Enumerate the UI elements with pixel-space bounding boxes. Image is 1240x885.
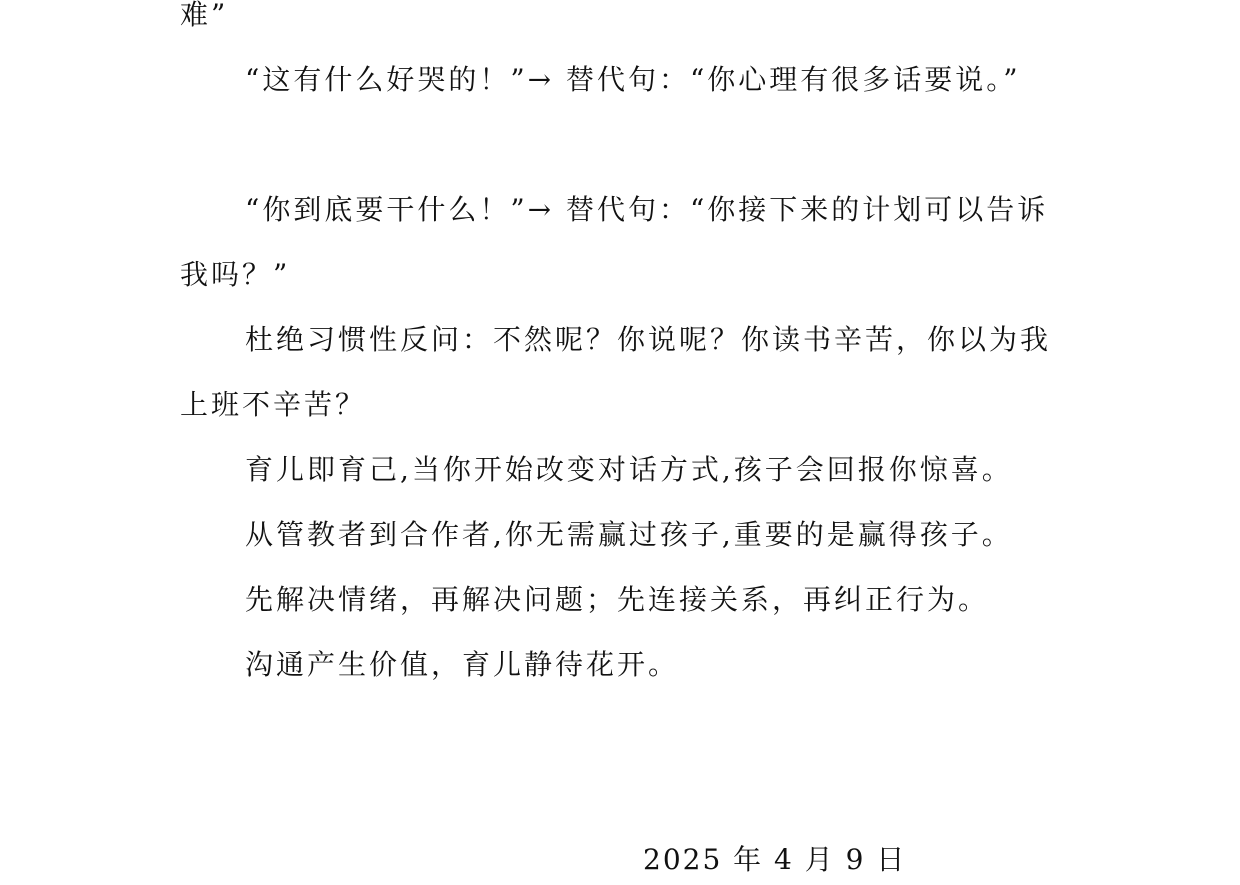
document-date: 2025 年 4 月 9 日 — [643, 843, 907, 876]
paragraph-continuation: 难” — [180, 0, 229, 31]
paragraph-emotions-first: 先解决情绪，再解决问题；先连接关系，再纠正行为。 — [245, 583, 990, 616]
paragraph-parenting-self: 育儿即育己,当你开始改变对话方式,孩子会回报你惊喜。 — [245, 453, 1013, 486]
paragraph-crying-replacement: “这有什么好哭的！”→ 替代句：“你心理有很多话要说。” — [245, 63, 1021, 96]
paragraph-closing: 沟通产生价值，育儿静待花开。 — [245, 648, 680, 681]
paragraph-plan-replacement: “你到底要干什么！”→ 替代句：“你接下来的计划可以告诉我吗？” — [180, 193, 1049, 291]
paragraph-collaborator: 从管教者到合作者,你无需赢过孩子,重要的是赢得孩子。 — [245, 518, 1013, 551]
paragraph-rhetorical-questions: 杜绝习惯性反问：不然呢？你说呢？你读书辛苦，你以为我上班不辛苦？ — [180, 323, 1052, 421]
